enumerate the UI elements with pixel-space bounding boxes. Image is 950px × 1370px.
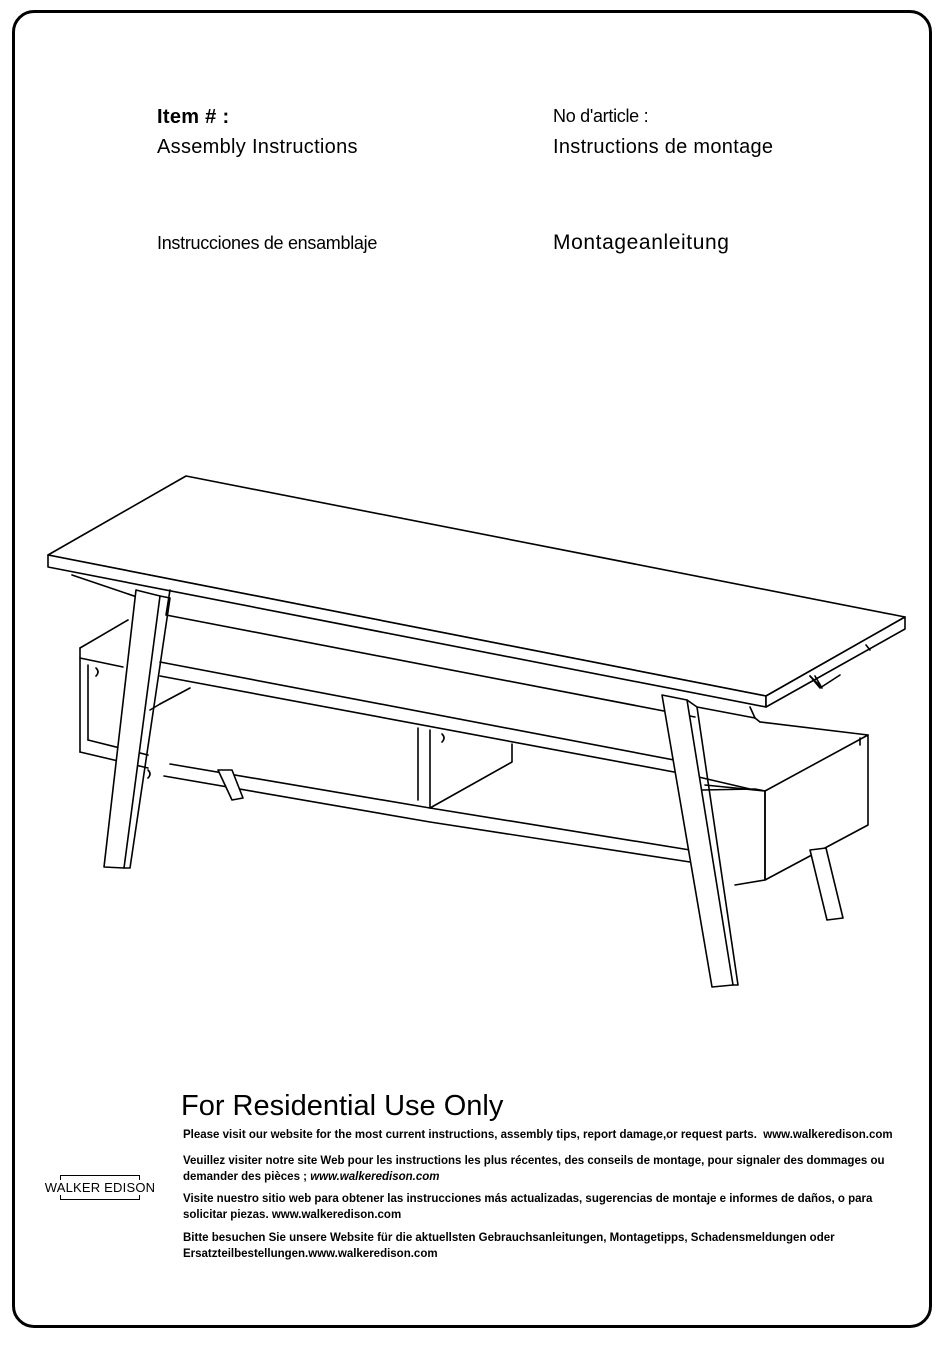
logo-top-bar xyxy=(60,1175,140,1176)
cam-lock-left xyxy=(96,668,98,676)
walker-edison-logo xyxy=(40,1175,160,1205)
instructions-para-de xyxy=(183,1230,913,1262)
residential-use-title: For Residential Use Only xyxy=(181,1090,504,1122)
title-de: Montageanleitung xyxy=(553,231,730,254)
cam-lock-center xyxy=(442,734,444,742)
para-fr-text: Veuillez visiter notre site Web pour les instructions les plus récentes, des conseils de montage, pour signaler des dommages ou demander des pièces ; xyxy=(183,1155,885,1183)
instructions-para-en xyxy=(183,1127,913,1143)
para-es-text: Visite nuestro sitio web para obtener las instrucciones más actualizadas, sugerencias de montaje e informes de daños, o para solicitar piezas. xyxy=(183,1193,873,1221)
website-link-es[interactable]: www.walkeredison.com xyxy=(271,1209,402,1221)
logo-text: WALKER EDISON xyxy=(44,1180,156,1195)
para-de-text: Bitte besuchen Sie unsere Website für die aktuellsten Gebrauchsanleitungen, Montagetipps, Schadensmeldungen oder Ersatzteilbestellungen. xyxy=(183,1232,835,1260)
logo-bottom-bar xyxy=(60,1199,140,1200)
right-top-rail xyxy=(697,707,755,718)
logo-tick xyxy=(139,1195,140,1200)
front-right-leg xyxy=(662,695,733,987)
logo-tick xyxy=(60,1195,61,1200)
title-es: Instrucciones de ensamblaje xyxy=(157,233,378,253)
back-right-leg xyxy=(810,848,843,920)
website-link-de[interactable]: www.walkeredison.com xyxy=(308,1248,438,1260)
back-left-leg xyxy=(218,770,243,800)
para-en-text: Please visit our website for the most current instructions, assembly tips, report damage,or request parts. xyxy=(183,1129,757,1141)
website-link-fr[interactable]: www.walkeredison.com xyxy=(310,1171,440,1183)
instructions-para-es xyxy=(183,1191,913,1223)
title-fr: Instructions de montage xyxy=(553,136,774,158)
title-en: Assembly Instructions xyxy=(157,136,358,158)
website-link-en[interactable]: www.walkeredison.com xyxy=(763,1129,893,1141)
shelf-top-left xyxy=(80,620,128,648)
instructions-para-fr xyxy=(183,1153,913,1185)
item-number-label-en: Item # : xyxy=(157,106,230,128)
front-left-leg xyxy=(104,590,160,868)
item-number-label-fr: No d'article : xyxy=(553,106,649,126)
